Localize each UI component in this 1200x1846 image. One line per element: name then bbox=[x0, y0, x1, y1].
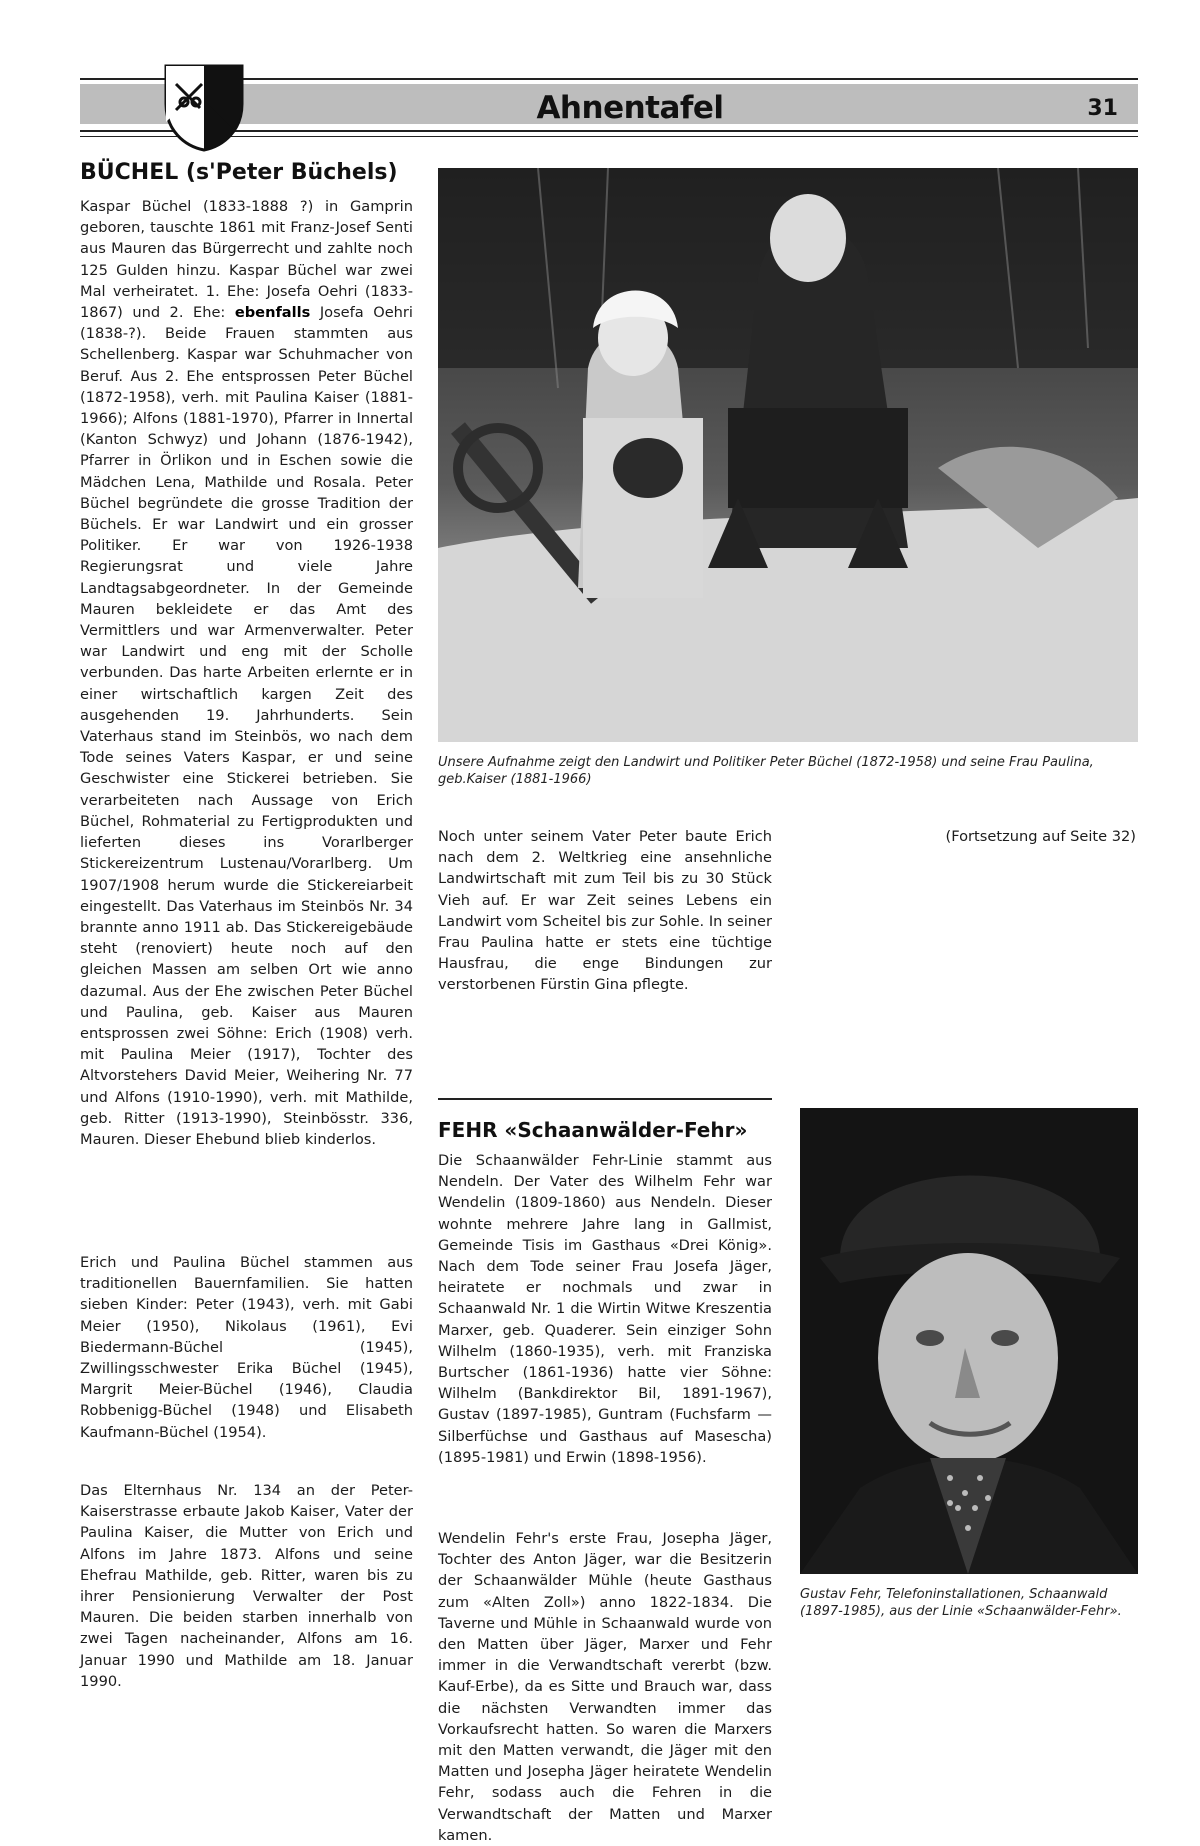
buechel-p1-emphasis: ebenfalls bbox=[234, 304, 311, 322]
buechel-p1-text-cont: Josefa Oehri (1838-?). Beide Frauen stammten aus Schellenberg. Kaspar war Schuhmacher von Beruf. Aus 2. Ehe entsprossen Peter Büchel (1872-1958), verh. mit Paulina Kaiser (1881-1966); Alfons (1881-1970), Pfarrer in Innertal (Kanton Schwyz) und Johann (1876-1942), Pfarrer in Örlikon und in Eschen sowie die Mädchen Lena, Mathilde und Rosala. Peter Büchel begründete die grosse Tradition der Büchels. Er war Landwirt und ein grosser Politiker. Er war von 1926-1938 Regierungsrat und viele Jahre Landtagsabgeordneter. In der Gemeinde Mauren bekleidete er das Amt des Vermittlers und war Armenverwalter. Peter war Landwirt und eng mit der Scholle verbunden. Das harte Arbeiten erlernte er in einer wirtschaftlich kargen Zeit des ausgehenden 19. Jahrhunderts. Sein Vaterhaus stand im Steinbös, wo nach dem Tode seines Vaters Kaspar, er und seine Geschwister eine Stickerei betrieben. Sie verarbeiteten nach Aussage von Erich Büchel, Rohmaterial zu Fertigprodukten und lieferten dieses ins Vorarlberger Stickereizentrum Lustenau/Vorarlberg. Um 1907/1908 herum wurde die Stickereiarbeit eingestellt. Das Vaterhaus im Steinbös Nr. 34 brannte anno 1911 ab. Das Stickereigebäude steht (renoviert) heute noch auf den gleichen Massen am selben Ort wie anno dazumal. Aus der Ehe zwischen Peter Büchel und Paulina, geb. Kaiser aus Mauren entsprossen zwei Söhne: Erich (1908) verh. mit Paulina Meier (1917), Tochter des Altvorstehers David Meier, Weihering Nr. 77 und Alfons (1910-1990), verh. mit Mathilde, geb. Ritter (1913-1990), Steinbösstr. 336, Mauren. Dieser Ehebund blieb kinderlos. bbox=[80, 304, 413, 1148]
photo1-caption: Unsere Aufnahme zeigt den Landwirt und Politiker Peter Büchel (1872-1958) und seine Frau Paulina, geb.Kaiser (1881-1966) bbox=[438, 755, 1094, 787]
fehr-paragraph-1: Die Schaanwälder Fehr-Linie stammt aus Nendeln. Der Vater des Wilhelm Fehr war Wendelin (1809-1860) aus Nendeln. Dieser wohnte mehrere Jahre lang in Gallmist, Gemeinde Tisis im Gasthaus «Drei König». Nach dem Tode seiner Frau Josefa Jäger, heiratete er nochmals und zwar in Schaanwald Nr. 1 die Wirtin Witwe Kreszentia Marxer, geb. Quaderer. Sein einziger Sohn Wilhelm (1860-1935), verh. mit Franziska Burtscher (1861-1936) hatte vier Söhne: Wilhelm (Bankdirektor Bil, 1891-1967), Gustav (1897-1985), Guntram (Fuchsfarm — Silberfüchse und Gasthaus auf Masescha) (1895-1981) und Erwin (1898-1956). bbox=[438, 1152, 772, 1466]
buechel-paragraph-2: Erich und Paulina Büchel stammen aus traditionellen Bauernfamilien. Sie hatten sieben Kinder: Peter (1943), verh. mit Gabi Meier (1950), Nikolaus (1961), Evi Biedermann-Büchel (1945), Zwillingsschwester Erika Büchel (1945), Margrit Meier-Büchel (1946), Claudia Robbenigg-Büchel (1948) und Elisabeth Kaufmann-Büchel (1954). bbox=[80, 1254, 413, 1441]
photo-gustav-fehr bbox=[800, 1108, 1138, 1574]
fehr-paragraph-2: Wendelin Fehr's erste Frau, Josepha Jäger, Tochter des Anton Jäger, war die Besitzerin der Schaanwälder Mühle (heute Gasthaus zum «Alten Zoll») anno 1822-1834. Die Taverne und Mühle in Schaanwald wurde von den Matten über Jäger, Marxer und Fehr immer in die Verwandtschaft vererbt (bzw. Kauf-Erbe), da es Sitte und Brauch war, dass die nächsten Verwandten immer das Vorkaufsrecht hatten. So waren die Marxers mit den Matten verwandt, die Jäger mit den Matten und Josepha Jäger heiratete Wendelin Fehr, sodass auch die Fehren in die Verwandtschaft der Matten und Marxer kamen. bbox=[438, 1530, 772, 1844]
buechel-paragraph-4: Noch unter seinem Vater Peter baute Erich nach dem 2. Weltkrieg eine ansehnliche Landwirtschaft mit zum Teil bis zu 30 Stück Vieh auf. Er war Zeit seines Lebens ein Landwirt vom Scheitel bis zur Sohle. In seiner Frau Paulina hatte er stets eine tüchtige Hausfrau, die enge Bindungen zur verstorbenen Fürstin Gina pflegte. bbox=[438, 828, 772, 994]
section-heading-fehr: FEHR «Schaanwälder-Fehr» bbox=[438, 1118, 748, 1142]
page-number: 31 bbox=[1087, 96, 1118, 121]
section-divider bbox=[438, 1098, 772, 1100]
section-heading-buechel: BÜCHEL (s'Peter Büchels) bbox=[80, 160, 398, 185]
fehr-continuation-note: (Fortsetzung auf Seite 32) bbox=[945, 828, 1136, 845]
buechel-paragraph-1 bbox=[80, 196, 413, 1150]
buechel-paragraph-3: Das Elternhaus Nr. 134 an der Peter-Kaiserstrasse erbaute Jakob Kaiser, Vater der Paulina Kaiser, die Mutter von Erich und Alfons im Jahre 1873. Alfons und seine Ehefrau Mathilde, geb. Ritter, waren bis zu ihrer Pensionierung Verwalter der Post Mauren. Die beiden starben innerhalb von zwei Tagen nacheinander, Alfons am 16. Januar 1990 und Mathilde am 18. Januar 1990. bbox=[80, 1482, 413, 1690]
buechel-p1-text: Kaspar Büchel (1833-1888 ?) in Gamprin geboren, tauschte 1861 mit Franz-Josef Senti aus Mauren das Bürgerrecht und zahlte noch 125 Gulden hinzu. Kaspar Büchel war zwei Mal verheiratet. 1. Ehe: Josefa Oehri (1833-1867) und 2. Ehe: bbox=[80, 198, 413, 322]
header-title: Ahnentafel bbox=[536, 90, 724, 126]
coat-of-arms-icon bbox=[162, 62, 246, 152]
photo2-caption: Gustav Fehr, Telefoninstallationen, Schaanwald (1897-1985), aus der Linie «Schaanwälder-Fehr». bbox=[800, 1587, 1122, 1619]
photo-peter-paulina-buechel bbox=[438, 168, 1138, 742]
